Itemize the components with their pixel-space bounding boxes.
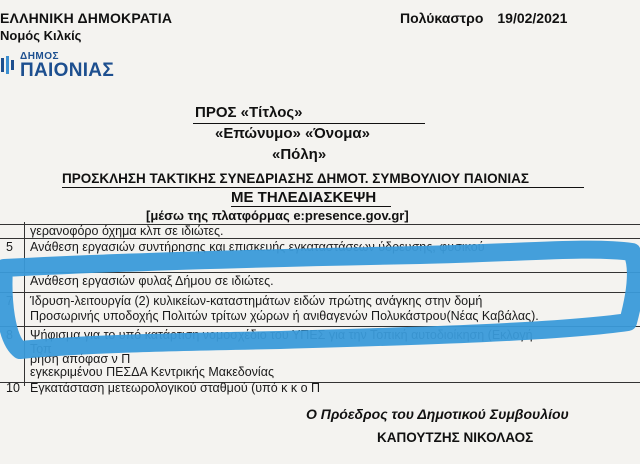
row-text: Τοπ [30, 342, 52, 356]
logo-small-text: ΔΗΜΟΣ [20, 51, 60, 62]
recipient-name: «Επώνυμο» «Όνομα» [215, 125, 370, 142]
signature-title: Ο Πρόεδρος του Δημοτικού Συμβουλίου [306, 406, 569, 422]
row-text: ρήση απόφασ ν Π [30, 352, 131, 366]
row-number: 8 [6, 328, 13, 342]
row-text: εγκεκριμένου ΠΕΣΔΑ Κεντρικής Μακεδονίας [30, 365, 274, 379]
logo-mark-icon [0, 56, 16, 74]
table-rule [0, 292, 640, 293]
row-text: Ανάθεση εργασιών συντήρησης και επισκευής εγκαταστάσεων ύδρευσης, φυσικού [30, 240, 485, 254]
municipality-logo [0, 50, 150, 80]
date-text: 19/02/2021 [497, 10, 568, 26]
agenda-table [0, 222, 640, 395]
recipient-city: «Πόλη» [272, 146, 327, 163]
table-rule [0, 238, 640, 239]
row-text: Ίδρυση-λειτουργία (2) κυλικείων-καταστημάτων ειδών πρώτης ανάγκης στην δομή [30, 294, 483, 308]
row-text: γερανοφόρο όχημα κλπ σε ιδιώτες. [30, 224, 224, 238]
invitation-underline [62, 187, 584, 188]
place-text: Πολύκαστρο [400, 10, 484, 26]
signature-name: ΚΑΠΟΥΤΖΗΣ ΝΙΚΟΛΑΟΣ [377, 430, 534, 445]
table-rule [0, 272, 640, 273]
row-text: Εγκατάσταση μετεωρολογικού σταθμού (υπό κ κ ο Π [30, 381, 321, 395]
prefecture-heading: Νομός Κιλκίς [0, 28, 82, 43]
row-text: Ψήφισμα για το υπό κατάρτιση νομοσχέδιο του ΥΠΕΣ για την Τοπική αυτοδιοίκηση (Εκλογή [30, 328, 533, 342]
place-date [400, 10, 567, 26]
table-rule [0, 326, 640, 327]
meeting-mode-underline [231, 206, 391, 207]
platform-note: [μέσω της πλατφόρμας e:presence.gov.gr] [146, 208, 409, 223]
row-number: 10 [6, 381, 20, 395]
row-text: Ανάθεση εργασιών φυλαξ Δήμου σε ιδιώτες. [30, 274, 274, 288]
table-column-divider [24, 222, 25, 386]
meeting-mode: ΜΕ ΤΗΛΕΔΙΑΣΚΕΨΗ [231, 189, 377, 206]
recipient-title: ΠΡΟΣ «Τίτλος» [195, 104, 303, 121]
invitation-title: ΠΡΟΣΚΛΗΣΗ ΤΑΚΤΙΚΗΣ ΣΥΝΕΔΡΙΑΣΗΣ ΔΗΜΟΤ. ΣΥΜΒΟΥΛΙΟΥ ΠΑΙΟΝΙΑΣ [62, 171, 530, 186]
country-heading: ΕΛΛΗΝΙΚΗ ΔΗΜΟΚΡΑΤΙΑ [0, 10, 173, 26]
row-number: 7 [6, 294, 13, 308]
logo-big-text: ΠΑΙΟΝΙΑΣ [20, 60, 115, 81]
row-number: 5 [6, 240, 13, 254]
recipient-underline [193, 123, 425, 124]
row-text: Προσωρινής υποδοχής Πολιτών τρίτων χώρων ή ανιθαγενών Πολυκάστρου(Νέας Καβάλας). [30, 309, 539, 323]
